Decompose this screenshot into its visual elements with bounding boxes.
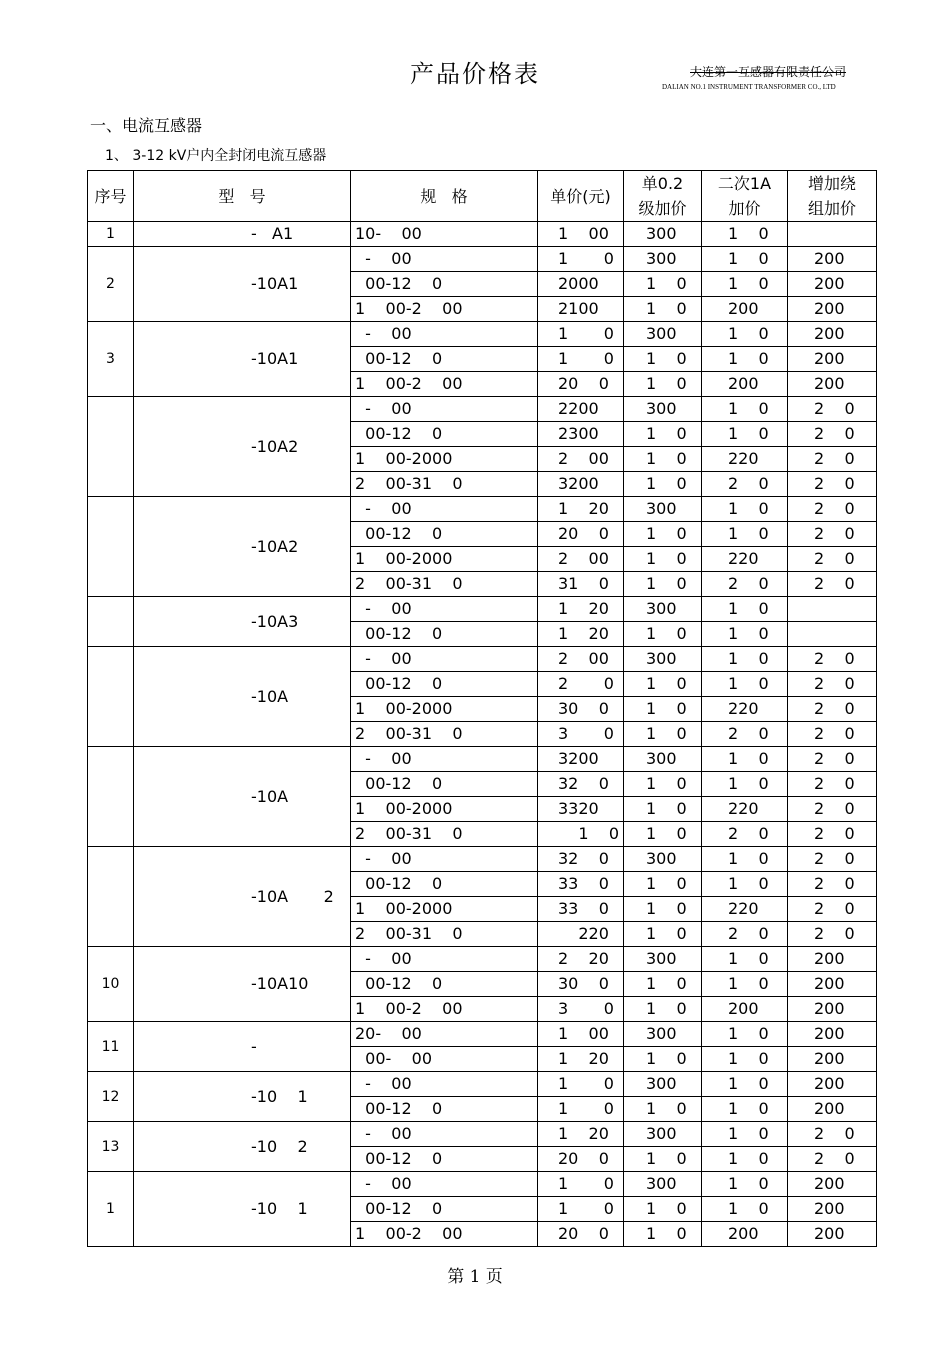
price-cell: 1 20: [538, 497, 624, 522]
price-cell: 1 0: [538, 1097, 624, 1122]
model-cell: -10A: [134, 647, 351, 747]
header-price: 单价(元): [538, 171, 624, 222]
row-number-cell: 3: [88, 322, 134, 397]
accuracy-surcharge-cell: 300: [624, 1172, 702, 1197]
accuracy-surcharge-cell: 300: [624, 322, 702, 347]
model-cell: -10A3: [134, 597, 351, 647]
price-cell: 1 20: [538, 622, 624, 647]
accuracy-surcharge-cell: 1 0: [624, 897, 702, 922]
extra-winding-surcharge-cell: 200: [788, 1072, 877, 1097]
accuracy-surcharge-cell: 1 0: [624, 922, 702, 947]
price-cell: 1 0: [538, 822, 624, 847]
secondary-1a-surcharge-cell: 1 0: [702, 597, 788, 622]
extra-winding-surcharge-cell: 200: [788, 1022, 877, 1047]
price-cell: 3200: [538, 747, 624, 772]
secondary-1a-surcharge-cell: 1 0: [702, 1197, 788, 1222]
spec-cell: - 00: [351, 1172, 538, 1197]
row-number-cell: 1: [88, 222, 134, 247]
price-cell: 2200: [538, 397, 624, 422]
extra-winding-surcharge-cell: 2 0: [788, 747, 877, 772]
spec-cell: 1 00-2 00: [351, 297, 538, 322]
secondary-1a-surcharge-cell: 2 0: [702, 722, 788, 747]
accuracy-surcharge-cell: 1 0: [624, 372, 702, 397]
secondary-1a-surcharge-cell: 2 0: [702, 922, 788, 947]
model-cell: -10 1: [134, 1172, 351, 1247]
spec-cell: - 00: [351, 397, 538, 422]
row-number-cell: 13: [88, 1122, 134, 1172]
spec-cell: 1 00-2000: [351, 447, 538, 472]
accuracy-surcharge-cell: 300: [624, 497, 702, 522]
price-cell: 3 0: [538, 997, 624, 1022]
model-cell: -10A 2: [134, 847, 351, 947]
price-cell: 33 0: [538, 897, 624, 922]
price-cell: 1 0: [538, 322, 624, 347]
model-cell: - A1: [134, 222, 351, 247]
extra-winding-surcharge-cell: 200: [788, 1097, 877, 1122]
spec-cell: 2 00-31 0: [351, 472, 538, 497]
secondary-1a-surcharge-cell: 1 0: [702, 222, 788, 247]
model-cell: -10A10: [134, 947, 351, 1022]
accuracy-surcharge-cell: 300: [624, 1022, 702, 1047]
spec-cell: 00-12 0: [351, 772, 538, 797]
extra-winding-surcharge-cell: 2 0: [788, 397, 877, 422]
price-cell: 2 00: [538, 547, 624, 572]
secondary-1a-surcharge-cell: 1 0: [702, 1072, 788, 1097]
secondary-1a-surcharge-cell: 220: [702, 797, 788, 822]
table-row: [88, 247, 877, 272]
spec-cell: 10- 00: [351, 222, 538, 247]
spec-cell: - 00: [351, 847, 538, 872]
accuracy-surcharge-cell: 300: [624, 1072, 702, 1097]
row-number-cell: 11: [88, 1022, 134, 1072]
spec-cell: - 00: [351, 947, 538, 972]
extra-winding-surcharge-cell: 2 0: [788, 772, 877, 797]
extra-winding-surcharge-cell: 200: [788, 372, 877, 397]
spec-cell: 00- 00: [351, 1047, 538, 1072]
spec-cell: 1 00-2 00: [351, 1222, 538, 1247]
extra-winding-surcharge-cell: 2 0: [788, 922, 877, 947]
header-extra-winding-surcharge: 增加绕 组加价: [788, 171, 877, 222]
accuracy-surcharge-cell: 1 0: [624, 297, 702, 322]
table-row: [88, 847, 877, 872]
secondary-1a-surcharge-cell: 1 0: [702, 1147, 788, 1172]
secondary-1a-surcharge-cell: 1 0: [702, 422, 788, 447]
price-cell: 3 0: [538, 722, 624, 747]
accuracy-surcharge-cell: 300: [624, 847, 702, 872]
table-row: [88, 222, 877, 247]
accuracy-surcharge-cell: 1 0: [624, 547, 702, 572]
extra-winding-surcharge-cell: 2 0: [788, 1122, 877, 1147]
row-number-cell: [88, 847, 134, 947]
price-cell: 1 0: [538, 247, 624, 272]
price-cell: 20 0: [538, 1222, 624, 1247]
price-cell: 2000: [538, 272, 624, 297]
secondary-1a-surcharge-cell: 2 0: [702, 822, 788, 847]
table-row: [88, 1172, 877, 1197]
spec-cell: - 00: [351, 1122, 538, 1147]
price-cell: 2 00: [538, 447, 624, 472]
extra-winding-surcharge-cell: 2 0: [788, 847, 877, 872]
price-cell: 1 0: [538, 347, 624, 372]
secondary-1a-surcharge-cell: 220: [702, 897, 788, 922]
page-title: 产品价格表: [410, 60, 540, 88]
price-cell: 220: [538, 922, 624, 947]
secondary-1a-surcharge-cell: 2 0: [702, 472, 788, 497]
secondary-1a-surcharge-cell: 1 0: [702, 947, 788, 972]
secondary-1a-surcharge-cell: 200: [702, 997, 788, 1022]
model-cell: -10 1: [134, 1072, 351, 1122]
extra-winding-surcharge-cell: 2 0: [788, 472, 877, 497]
accuracy-surcharge-cell: 1 0: [624, 822, 702, 847]
extra-winding-surcharge-cell: 2 0: [788, 672, 877, 697]
model-cell: -10A2: [134, 397, 351, 497]
price-cell: 1 20: [538, 1122, 624, 1147]
secondary-1a-surcharge-cell: 200: [702, 372, 788, 397]
table-header-row: [88, 171, 877, 222]
spec-cell: 00-12 0: [351, 1097, 538, 1122]
accuracy-surcharge-cell: 1 0: [624, 572, 702, 597]
price-cell: 32 0: [538, 847, 624, 872]
header-accuracy-surcharge: 单0.2 级加价: [624, 171, 702, 222]
secondary-1a-surcharge-cell: 1 0: [702, 772, 788, 797]
price-cell: 31 0: [538, 572, 624, 597]
price-cell: 32 0: [538, 772, 624, 797]
table-row: [88, 1022, 877, 1047]
spec-cell: 00-12 0: [351, 1147, 538, 1172]
accuracy-surcharge-cell: 300: [624, 247, 702, 272]
table-row: [88, 947, 877, 972]
extra-winding-surcharge-cell: 2 0: [788, 447, 877, 472]
spec-cell: - 00: [351, 597, 538, 622]
extra-winding-surcharge-cell: 2 0: [788, 647, 877, 672]
accuracy-surcharge-cell: 1 0: [624, 1197, 702, 1222]
table-row: [88, 1072, 877, 1097]
price-cell: 2100: [538, 297, 624, 322]
spec-cell: 00-12 0: [351, 1197, 538, 1222]
extra-winding-surcharge-cell: 200: [788, 972, 877, 997]
accuracy-surcharge-cell: 1 0: [624, 672, 702, 697]
secondary-1a-surcharge-cell: 1 0: [702, 272, 788, 297]
spec-cell: 1 00-2000: [351, 547, 538, 572]
secondary-1a-surcharge-cell: 1 0: [702, 672, 788, 697]
secondary-1a-surcharge-cell: 1 0: [702, 1047, 788, 1072]
price-cell: 2 00: [538, 647, 624, 672]
extra-winding-surcharge-cell: 200: [788, 947, 877, 972]
accuracy-surcharge-cell: 1 0: [624, 1047, 702, 1072]
price-cell: 30 0: [538, 972, 624, 997]
table-row: [88, 1122, 877, 1147]
spec-cell: 00-12 0: [351, 422, 538, 447]
price-cell: 30 0: [538, 697, 624, 722]
header-no: 序号: [88, 171, 134, 222]
accuracy-surcharge-cell: 300: [624, 222, 702, 247]
model-cell: -10A1: [134, 322, 351, 397]
accuracy-surcharge-cell: 1 0: [624, 422, 702, 447]
spec-cell: 1 00-2000: [351, 897, 538, 922]
extra-winding-surcharge-cell: 200: [788, 1197, 877, 1222]
secondary-1a-surcharge-cell: 1 0: [702, 972, 788, 997]
extra-winding-surcharge-cell: [788, 597, 877, 622]
company-name-cn: 大连第一互感器有限责任公司: [690, 65, 847, 79]
price-cell: 33 0: [538, 872, 624, 897]
accuracy-surcharge-cell: 300: [624, 597, 702, 622]
accuracy-surcharge-cell: 1 0: [624, 772, 702, 797]
extra-winding-surcharge-cell: 200: [788, 347, 877, 372]
secondary-1a-surcharge-cell: 1 0: [702, 872, 788, 897]
extra-winding-surcharge-cell: 2 0: [788, 522, 877, 547]
spec-cell: 00-12 0: [351, 672, 538, 697]
accuracy-surcharge-cell: 1 0: [624, 972, 702, 997]
extra-winding-surcharge-cell: 200: [788, 1222, 877, 1247]
spec-cell: - 00: [351, 322, 538, 347]
spec-cell: 00-12 0: [351, 522, 538, 547]
extra-winding-surcharge-cell: 200: [788, 997, 877, 1022]
secondary-1a-surcharge-cell: 1 0: [702, 397, 788, 422]
extra-winding-surcharge-cell: 200: [788, 1047, 877, 1072]
price-cell: 1 0: [538, 1072, 624, 1097]
model-cell: -10A1: [134, 247, 351, 322]
secondary-1a-surcharge-cell: 1 0: [702, 1122, 788, 1147]
secondary-1a-surcharge-cell: 1 0: [702, 622, 788, 647]
price-cell: 1 00: [538, 1022, 624, 1047]
extra-winding-surcharge-cell: 2 0: [788, 722, 877, 747]
extra-winding-surcharge-cell: 2 0: [788, 572, 877, 597]
secondary-1a-surcharge-cell: 1 0: [702, 747, 788, 772]
table-row: [88, 747, 877, 772]
spec-cell: 00-12 0: [351, 347, 538, 372]
accuracy-surcharge-cell: 1 0: [624, 1222, 702, 1247]
extra-winding-surcharge-cell: [788, 222, 877, 247]
extra-winding-surcharge-cell: 200: [788, 1172, 877, 1197]
spec-cell: - 00: [351, 647, 538, 672]
model-cell: -10 2: [134, 1122, 351, 1172]
subsection-title: 1、 3-12 kV户内全封闭电流互感器: [105, 148, 327, 164]
extra-winding-surcharge-cell: 200: [788, 297, 877, 322]
extra-winding-surcharge-cell: 2 0: [788, 897, 877, 922]
price-cell: 2 0: [538, 672, 624, 697]
spec-cell: - 00: [351, 247, 538, 272]
row-number-cell: 12: [88, 1072, 134, 1122]
spec-cell: 1 00-2 00: [351, 997, 538, 1022]
accuracy-surcharge-cell: 1 0: [624, 272, 702, 297]
secondary-1a-surcharge-cell: 1 0: [702, 1097, 788, 1122]
spec-cell: 00-12 0: [351, 872, 538, 897]
secondary-1a-surcharge-cell: 1 0: [702, 497, 788, 522]
accuracy-surcharge-cell: 1 0: [624, 997, 702, 1022]
secondary-1a-surcharge-cell: 1 0: [702, 847, 788, 872]
spec-cell: 1 00-2000: [351, 797, 538, 822]
row-number-cell: [88, 597, 134, 647]
header-spec: 规 格: [351, 171, 538, 222]
table-row: [88, 322, 877, 347]
secondary-1a-surcharge-cell: 220: [702, 697, 788, 722]
accuracy-surcharge-cell: 300: [624, 647, 702, 672]
secondary-1a-surcharge-cell: 1 0: [702, 347, 788, 372]
price-cell: 3200: [538, 472, 624, 497]
accuracy-surcharge-cell: 300: [624, 747, 702, 772]
spec-cell: 1 00-2 00: [351, 372, 538, 397]
extra-winding-surcharge-cell: 200: [788, 247, 877, 272]
extra-winding-surcharge-cell: 2 0: [788, 547, 877, 572]
row-number-cell: [88, 497, 134, 597]
model-cell: -10A2: [134, 497, 351, 597]
spec-cell: 00-12 0: [351, 272, 538, 297]
header-model: 型 号: [134, 171, 351, 222]
company-name-en: DALIAN NO.1 INSTRUMENT TRANSFORMER CO., LTD: [662, 83, 836, 91]
price-cell: 20 0: [538, 372, 624, 397]
secondary-1a-surcharge-cell: 200: [702, 297, 788, 322]
spec-cell: 2 00-31 0: [351, 722, 538, 747]
spec-cell: 00-12 0: [351, 622, 538, 647]
secondary-1a-surcharge-cell: 1 0: [702, 247, 788, 272]
row-number-cell: [88, 747, 134, 847]
secondary-1a-surcharge-cell: 1 0: [702, 647, 788, 672]
extra-winding-surcharge-cell: 2 0: [788, 697, 877, 722]
spec-cell: 2 00-31 0: [351, 572, 538, 597]
spec-cell: 20- 00: [351, 1022, 538, 1047]
secondary-1a-surcharge-cell: 200: [702, 1222, 788, 1247]
price-cell: 1 20: [538, 1047, 624, 1072]
spec-cell: 2 00-31 0: [351, 922, 538, 947]
spec-cell: - 00: [351, 497, 538, 522]
accuracy-surcharge-cell: 1 0: [624, 622, 702, 647]
extra-winding-surcharge-cell: 2 0: [788, 797, 877, 822]
spec-cell: 1 00-2000: [351, 697, 538, 722]
secondary-1a-surcharge-cell: 220: [702, 547, 788, 572]
table-row: [88, 497, 877, 522]
model-cell: -: [134, 1022, 351, 1072]
accuracy-surcharge-cell: 300: [624, 1122, 702, 1147]
accuracy-surcharge-cell: 1 0: [624, 797, 702, 822]
table-row: [88, 597, 877, 622]
row-number-cell: 1: [88, 1172, 134, 1247]
spec-cell: 2 00-31 0: [351, 822, 538, 847]
table-row: [88, 647, 877, 672]
secondary-1a-surcharge-cell: 1 0: [702, 322, 788, 347]
extra-winding-surcharge-cell: 2 0: [788, 872, 877, 897]
accuracy-surcharge-cell: 1 0: [624, 722, 702, 747]
extra-winding-surcharge-cell: 2 0: [788, 497, 877, 522]
extra-winding-surcharge-cell: 200: [788, 272, 877, 297]
price-cell: 2300: [538, 422, 624, 447]
model-cell: -10A: [134, 747, 351, 847]
section-title: 一、电流互感器: [90, 116, 203, 135]
spec-cell: - 00: [351, 1072, 538, 1097]
secondary-1a-surcharge-cell: 1 0: [702, 1022, 788, 1047]
extra-winding-surcharge-cell: 2 0: [788, 1147, 877, 1172]
secondary-1a-surcharge-cell: 1 0: [702, 1172, 788, 1197]
accuracy-surcharge-cell: 1 0: [624, 872, 702, 897]
row-number-cell: 2: [88, 247, 134, 322]
table-row: [88, 397, 877, 422]
secondary-1a-surcharge-cell: 1 0: [702, 522, 788, 547]
extra-winding-surcharge-cell: 2 0: [788, 422, 877, 447]
accuracy-surcharge-cell: 1 0: [624, 697, 702, 722]
row-number-cell: 10: [88, 947, 134, 1022]
price-table: [87, 170, 877, 1247]
price-cell: 1 00: [538, 222, 624, 247]
page-number: 第 1 页: [447, 1267, 503, 1287]
price-cell: 20 0: [538, 1147, 624, 1172]
spec-cell: - 00: [351, 747, 538, 772]
row-number-cell: [88, 647, 134, 747]
accuracy-surcharge-cell: 1 0: [624, 1147, 702, 1172]
spec-cell: 00-12 0: [351, 972, 538, 997]
header-1a-secondary-surcharge: 二次1A 加价: [702, 171, 788, 222]
extra-winding-surcharge-cell: 2 0: [788, 822, 877, 847]
accuracy-surcharge-cell: 1 0: [624, 1097, 702, 1122]
accuracy-surcharge-cell: 300: [624, 397, 702, 422]
accuracy-surcharge-cell: 1 0: [624, 472, 702, 497]
extra-winding-surcharge-cell: 200: [788, 322, 877, 347]
price-cell: 20 0: [538, 522, 624, 547]
accuracy-surcharge-cell: 1 0: [624, 447, 702, 472]
accuracy-surcharge-cell: 300: [624, 947, 702, 972]
price-cell: 3320: [538, 797, 624, 822]
accuracy-surcharge-cell: 1 0: [624, 347, 702, 372]
extra-winding-surcharge-cell: [788, 622, 877, 647]
price-cell: 1 20: [538, 597, 624, 622]
price-cell: 2 20: [538, 947, 624, 972]
secondary-1a-surcharge-cell: 220: [702, 447, 788, 472]
accuracy-surcharge-cell: 1 0: [624, 522, 702, 547]
price-cell: 1 0: [538, 1172, 624, 1197]
secondary-1a-surcharge-cell: 2 0: [702, 572, 788, 597]
row-number-cell: [88, 397, 134, 497]
price-cell: 1 0: [538, 1197, 624, 1222]
